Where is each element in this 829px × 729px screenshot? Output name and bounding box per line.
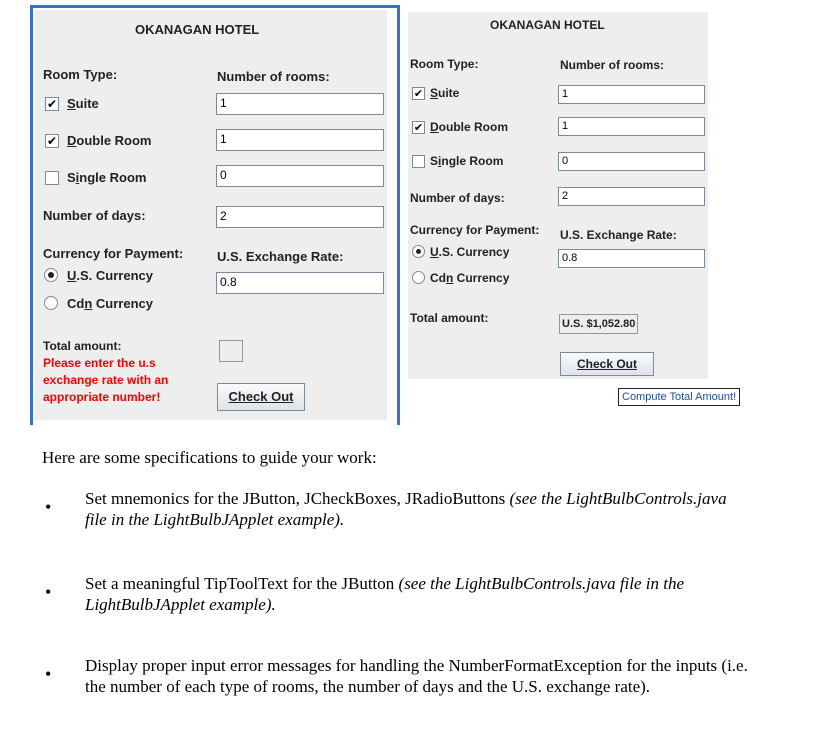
- number-days-input[interactable]: 2: [216, 206, 384, 228]
- right-single-mnemonic: i: [438, 154, 442, 168]
- checkout-mnemonic: C: [228, 389, 238, 404]
- number-days-label: Number of days:: [43, 208, 146, 223]
- right-number-days-input[interactable]: 2: [558, 187, 705, 206]
- right-cdn-pre: Cd: [430, 271, 446, 285]
- right-number-rooms-label: Number of rooms:: [560, 58, 665, 72]
- check-out-button[interactable]: [217, 383, 305, 411]
- spec-2-plain: Set a meaningful TipToolText for the JButton: [85, 574, 399, 593]
- right-checkout-mnemonic: C: [576, 357, 586, 371]
- single-label-pre: S: [67, 170, 76, 185]
- right-radio-selected-dot: [416, 249, 421, 254]
- right-cdn-currency-label[interactable]: [430, 271, 509, 285]
- cdn-currency-radio[interactable]: [44, 296, 58, 310]
- right-us-mnemonic: U: [430, 245, 439, 259]
- right-check-out-button[interactable]: [560, 352, 654, 376]
- us-currency-label[interactable]: [67, 268, 153, 283]
- right-double-label[interactable]: [430, 120, 508, 134]
- spec-1-italic: (see the LightBulbControls.java: [509, 489, 727, 508]
- spec-2-line-2: LightBulbJApplet example).: [85, 595, 276, 614]
- double-room-checkbox[interactable]: ✔: [46, 134, 58, 148]
- spec-1-plain: Set mnemonics for the JButton, JCheckBoxes, JRadioButtons: [85, 489, 510, 508]
- right-suite-checkbox[interactable]: ✔: [413, 87, 424, 100]
- left-hotel-panel: [35, 10, 387, 420]
- spec-3-line-2: the number of each type of rooms, the number of days and the U.S. exchange rate).: [85, 677, 651, 696]
- compute-total-tooltip: Compute Total Amount!: [618, 388, 740, 406]
- suite-checkbox[interactable]: ✔: [46, 97, 58, 111]
- right-checkout-rest: heck Out: [585, 357, 638, 371]
- bullet-2: •: [45, 582, 52, 602]
- room-type-label: Room Type:: [43, 67, 118, 82]
- spec-intro: Here are some specifications to guide your work:: [42, 448, 377, 467]
- right-us-currency-radio[interactable]: [412, 245, 425, 258]
- right-hotel-panel: [408, 12, 708, 379]
- right-cdn-mnemonic: n: [446, 271, 454, 285]
- right-single-checkbox[interactable]: [412, 155, 425, 168]
- right-single-label[interactable]: [430, 154, 503, 168]
- right-single-pre: S: [430, 154, 439, 168]
- right-single-rest: ngle Room: [441, 154, 504, 168]
- bullet-3: •: [45, 664, 52, 684]
- right-number-days-label: Number of days:: [410, 191, 505, 205]
- right-total-amount-display: U.S. $1,052.80: [559, 314, 638, 334]
- right-exchange-rate-input[interactable]: 0.8: [558, 249, 705, 268]
- exchange-rate-input[interactable]: 0.8: [216, 272, 384, 294]
- spec-3-line-1: Display proper input error messages for handling the NumberFormatException for the inputs (i.e.: [85, 656, 748, 675]
- single-label-rest: ngle Room: [79, 170, 147, 185]
- us-mnemonic: U: [67, 268, 77, 283]
- error-message-line3: appropriate number!: [43, 390, 161, 404]
- suite-label-rest: uite: [75, 96, 99, 111]
- right-suite-label[interactable]: [430, 86, 459, 100]
- error-message-line2: exchange rate with an: [43, 373, 169, 387]
- right-panel-title: OKANAGAN HOTEL: [490, 18, 605, 32]
- single-mnemonic: i: [75, 170, 80, 185]
- right-us-currency-label[interactable]: [430, 245, 509, 259]
- suite-checkbox-label[interactable]: [67, 96, 99, 111]
- right-cdn-currency-radio[interactable]: [412, 271, 425, 284]
- right-suite-rooms-input[interactable]: 1: [558, 85, 705, 104]
- single-room-checkbox[interactable]: [45, 171, 59, 185]
- double-mnemonic: D: [67, 133, 77, 148]
- spec-1-line-2: file in the LightBulbJApplet example).: [85, 510, 345, 529]
- radio-selected-dot: [48, 272, 54, 278]
- single-rooms-input[interactable]: 0: [216, 165, 384, 187]
- checkout-label-rest: heck Out: [237, 389, 294, 404]
- right-exchange-rate-label: U.S. Exchange Rate:: [560, 228, 677, 242]
- currency-label: Currency for Payment:: [43, 246, 184, 261]
- cdn-label-rest: Currency: [92, 296, 153, 311]
- total-amount-label: Total amount:: [43, 339, 122, 353]
- right-currency-label: Currency for Payment:: [410, 223, 540, 237]
- right-total-amount-label: Total amount:: [410, 311, 489, 325]
- error-message-line1: Please enter the u.s: [43, 356, 156, 370]
- single-room-checkbox-label[interactable]: [67, 170, 146, 185]
- right-single-rooms-input[interactable]: 0: [558, 152, 705, 171]
- number-rooms-label: Number of rooms:: [217, 69, 330, 84]
- spec-2-italic: (see the LightBulbControls.java file in the: [398, 574, 685, 593]
- right-cdn-rest: Currency: [453, 271, 510, 285]
- right-us-rest: .S. Currency: [438, 245, 510, 259]
- right-double-rest: ouble Room: [438, 120, 508, 134]
- right-suite-mnemonic: S: [430, 86, 439, 100]
- exchange-rate-label: U.S. Exchange Rate:: [217, 249, 344, 264]
- double-label-rest: ouble Room: [76, 133, 152, 148]
- us-label-rest: .S. Currency: [76, 268, 153, 283]
- double-rooms-input[interactable]: 1: [216, 129, 384, 151]
- double-room-checkbox-label[interactable]: [67, 133, 152, 148]
- cdn-label-pre: Cd: [67, 296, 85, 311]
- suite-rooms-input[interactable]: 1: [216, 93, 384, 115]
- right-double-mnemonic: D: [430, 120, 439, 134]
- bullet-1: •: [45, 497, 52, 517]
- right-double-checkbox[interactable]: ✔: [413, 121, 424, 134]
- right-room-type-label: Room Type:: [410, 57, 479, 71]
- right-suite-rest: uite: [438, 86, 460, 100]
- us-currency-radio[interactable]: [44, 268, 58, 282]
- total-amount-display: [219, 340, 243, 362]
- spec-1-line-1: [85, 489, 727, 509]
- left-panel-title: OKANAGAN HOTEL: [135, 22, 260, 37]
- cdn-currency-label[interactable]: [67, 296, 153, 311]
- spec-2-line-1: [85, 574, 684, 594]
- right-double-rooms-input[interactable]: 1: [558, 117, 705, 136]
- suite-mnemonic: S: [67, 96, 76, 111]
- cdn-mnemonic: n: [84, 296, 93, 311]
